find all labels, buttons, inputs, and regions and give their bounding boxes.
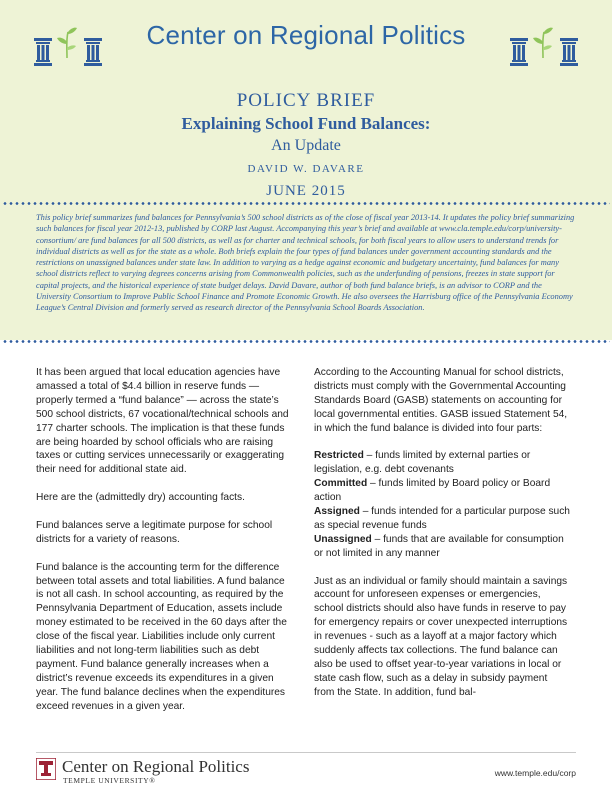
category-term: Assigned (314, 506, 360, 518)
fund-category (314, 477, 570, 505)
dotted-divider (2, 340, 610, 343)
body-paragraph: It has been argued that local education agencies have amassed a total of $4.4 billion in reserve funds — properly termed a “fund balance” — across the state’s 500 school districts, 67 vocational/technical schools and 177 charter schools. The implication is that these funds are being hoarded by school officials who are raising taxes or cutting services unnecessarily or exaggerating their need for additional state aid. (36, 367, 289, 476)
publication-date: JUNE 2015 (266, 183, 346, 199)
dotted-divider (2, 202, 610, 205)
body-paragraph: According to the Accounting Manual for school districts, districts must comply with the Governmental Accounting Standards Board (GASB) statements on accounting for local governmental entities. GASB issued Statement 54, in which the fund balance is divided into four parts: (314, 367, 568, 434)
category-term: Unassigned (314, 533, 372, 545)
body-paragraph: Just as an individual or family should maintain a savings account for unforeseen expenses or emergencies, school districts should also have funds in reserve to pay for emergency repairs or cover unexpected interruptions in revenues - such as a layoff at a major factory which suddenly affects tax collections. The fund balance can also be used to offset year-to-year variations in local or state cash flow, such as a delay in subsidy payment from the State. In addition, fund bal- (314, 575, 568, 698)
footer-university: TEMPLE UNIVERSITY® (63, 776, 156, 785)
footer-url-link[interactable]: www.temple.edu/corp (494, 768, 576, 778)
author-name: DAVID W. DAVARE (247, 163, 365, 175)
body-paragraph: Fund balance is the accounting term for the difference between total assets and total liabilities. A fund balance is not all cash. In school accounting, as required by the Pennsylvania Department of Education, assets include money estimated to be received in the 60 days after the close of the fiscal year. Liabilities include only current liabilities and not long-term liabilities such as debt payment. Fund balance generally increases when a district’s revenue exceeds its expenditures in a given year. The fund balance declines when the expenditures exceed revenues in a given year. (36, 561, 287, 712)
header-banner (0, 0, 612, 340)
category-description: – funds that are available for consumption or not limited in any manner (314, 533, 564, 559)
brief-label: POLICY BRIEF (236, 90, 376, 111)
fund-category (314, 505, 570, 533)
left-column (36, 366, 292, 728)
org-title: Center on Regional Politics (146, 20, 466, 50)
fund-category (314, 533, 570, 561)
brief-subtitle: An Update (271, 137, 341, 154)
temple-t-logo-icon (36, 758, 56, 780)
category-description: – funds intended for a particular purpose such as special revenue funds (314, 506, 570, 531)
brief-title: Explaining School Fund Balances: (181, 114, 431, 133)
abstract-text: This policy brief summarizes fund balances for Pennsylvania’s 500 school districts as of the close of fiscal year 2013-14. It updates the policy brief summarizing such balances for fiscal year 2012-13, published by CORP last August. Accompanying this year’s brief and available at www.cla.temple.edu/corp/university-consortium/ are fund balances for all 500 districts, as well as for charter and technical schools, for both fiscal years to allow users to understand trends for individual districts as well as for the state as a whole. Both briefs explain the four types of fund balances under government accounting standards and the restrictions on unassigned balances under state law. In addition to varying as a hedge against economic and budgetary uncertainty, fund balances for many school districts reflect to varying degrees concerns arising from Commonwealth policies, such as the underfunding of pensions, freezes in state support for capital projects, and the historical experience of state budget delays. David Davare, author of both fund balance briefs, is an advisor to CORP and the University Consortium to Improve Public School Finance and Promote Economic Growth. He also oversees the Harrisburg office of the Pennsylvania Economy League’s Central Division and formerly served as research director of the Pennsylvania School Boards Association. (36, 213, 575, 313)
footer-divider (36, 752, 576, 753)
category-term: Restricted (314, 450, 364, 462)
fund-category (314, 449, 570, 477)
category-description: – funds limited by external parties or legislation, e.g. debt covenants (314, 450, 531, 476)
body-paragraph: Here are the (admittedly dry) accounting facts. (36, 492, 245, 504)
footer-org-name: Center on Regional Politics (62, 757, 250, 776)
right-column (314, 366, 570, 714)
body-paragraph: Fund balances serve a legitimate purpose for school districts for a variety of reasons. (36, 519, 273, 545)
category-term: Committed (314, 478, 368, 490)
category-description: – funds limited by Board policy or Board action (314, 478, 551, 504)
